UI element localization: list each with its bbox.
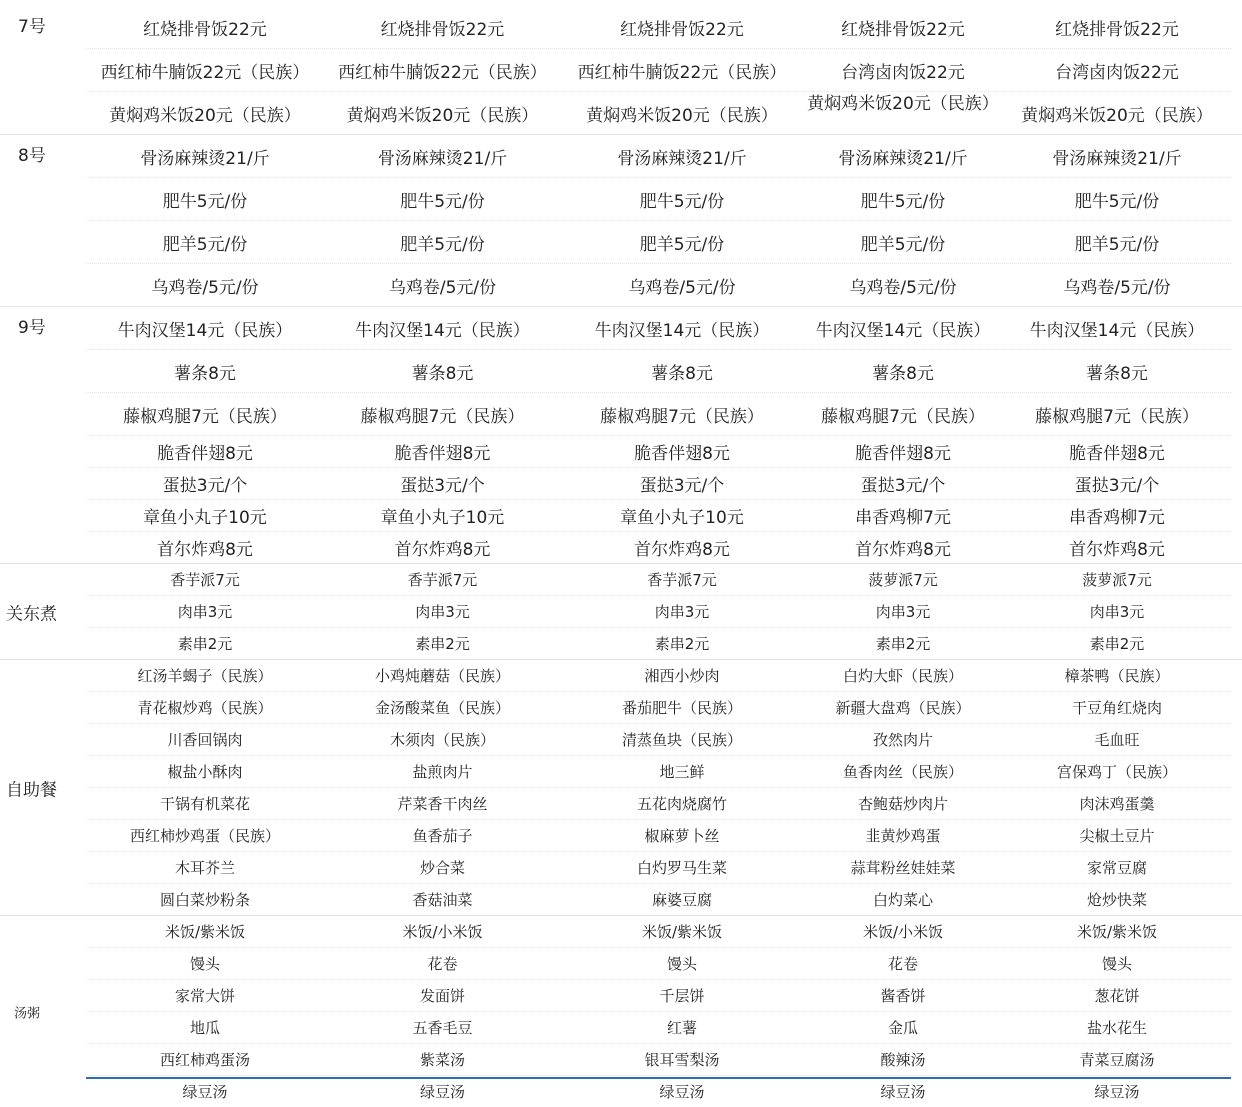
menu-item-cell: 肉串3元: [875, 603, 931, 621]
menu-item-cell: 麻婆豆腐: [651, 891, 712, 909]
menu-item-cell: 肥牛5元/份: [860, 191, 946, 212]
menu-item-cell: 薯条8元: [411, 363, 474, 384]
table-bottom-border: [86, 1077, 1231, 1079]
table-row: [86, 947, 1231, 979]
menu-item-cell: 牛肉汉堡14元（民族）: [117, 320, 293, 341]
menu-item-cell: 宫保鸡丁（民族）: [1056, 763, 1177, 781]
table-row: [86, 851, 1231, 883]
menu-item-cell: 乌鸡卷/5元/份: [849, 277, 957, 298]
menu-item-cell: 清蒸鱼块（民族）: [621, 731, 742, 749]
menu-group: [0, 563, 1242, 659]
menu-item-cell: 肉串3元: [177, 603, 233, 621]
table-row: [86, 1011, 1231, 1043]
table-row: [86, 531, 1231, 563]
group-label: 汤粥: [14, 1006, 41, 1021]
menu-item-cell: 葱花饼: [1094, 987, 1140, 1005]
table-row: [86, 755, 1231, 787]
menu-item-cell: 素串2元: [177, 635, 233, 653]
menu-item-cell: 米饭/小米饭: [402, 923, 483, 941]
menu-item-cell: 樟茶鸭（民族）: [1064, 667, 1170, 685]
menu-item-cell: 肉沫鸡蛋羹: [1079, 795, 1155, 813]
table-row: [86, 979, 1231, 1011]
table-row: [86, 220, 1231, 263]
menu-item-cell: 金瓜: [887, 1019, 918, 1037]
table-row: [86, 660, 1231, 691]
menu-item-cell: 蛋挞3元/个: [162, 476, 248, 496]
menu-item-cell: 脆香伴翅8元: [855, 444, 951, 464]
menu-item-cell: 蛋挞3元/个: [1074, 476, 1160, 496]
menu-item-cell: 牛肉汉堡14元（民族）: [594, 320, 770, 341]
menu-item-cell: 素串2元: [875, 635, 931, 653]
menu-item-cell: 馒头: [1101, 955, 1132, 973]
menu-item-cell: 家常豆腐: [1086, 859, 1147, 877]
menu-item-cell: 素串2元: [1089, 635, 1145, 653]
menu-item-cell: 骨汤麻辣烫21/斤: [377, 148, 508, 169]
table-row: [86, 1043, 1231, 1075]
menu-item-cell: 西红柿鸡蛋汤: [159, 1051, 250, 1069]
menu-item-cell: 肉串3元: [415, 603, 470, 621]
menu-item-cell: 鱼香肉丝（民族）: [842, 763, 963, 781]
table-row: [86, 91, 1231, 134]
menu-item-cell: 千层饼: [659, 987, 705, 1005]
menu-item-cell: 木须肉（民族）: [389, 731, 495, 749]
menu-item-cell: 香芋派7元: [647, 571, 717, 589]
menu-item-cell: 乌鸡卷/5元/份: [628, 277, 736, 298]
menu-item-cell: 串香鸡柳7元: [1069, 508, 1165, 528]
table-row: [86, 723, 1231, 755]
table-row: [86, 916, 1231, 947]
menu-item-cell: 红汤羊蝎子（民族）: [137, 667, 273, 685]
menu-item-cell: 湘西小炒肉: [644, 667, 720, 685]
menu-item-cell: 香芋派7元: [407, 571, 478, 589]
table-row: [86, 467, 1231, 499]
menu-item-cell: 串香鸡柳7元: [855, 508, 951, 528]
menu-item-cell: 五花肉烧腐竹: [636, 795, 727, 813]
table-row: [86, 177, 1231, 220]
menu-item-cell: 薯条8元: [174, 363, 236, 384]
menu-item-cell: 黄焖鸡米饭20元（民族）: [109, 105, 301, 126]
group-label: 9号: [18, 318, 46, 338]
menu-item-cell: 韭黄炒鸡蛋: [865, 827, 941, 845]
menu-item-cell: 藤椒鸡腿7元（民族）: [821, 406, 985, 427]
menu-item-cell: 白灼菜心: [872, 891, 933, 909]
menu-item-cell: 台湾卤肉饭22元: [841, 62, 965, 83]
table-row: [86, 263, 1231, 306]
menu-item-cell: 章鱼小丸子10元: [380, 508, 505, 528]
table-row: [86, 48, 1231, 91]
menu-item-cell: 青花椒炒鸡（民族）: [137, 699, 273, 717]
menu-item-cell: 青菜豆腐汤: [1079, 1051, 1155, 1069]
menu-item-cell: 川香回锅肉: [167, 731, 243, 749]
menu-item-cell: 红烧排骨饭22元: [1055, 19, 1179, 40]
table-row: [86, 135, 1231, 177]
menu-item-cell: 绿豆汤: [419, 1083, 465, 1101]
menu-item-cell: 菠萝派7元: [1082, 571, 1152, 589]
menu-item-cell: 肥羊5元/份: [639, 234, 725, 255]
menu-item-cell: 菠萝派7元: [868, 571, 938, 589]
menu-item-cell: 肥羊5元/份: [1074, 234, 1160, 255]
menu-item-cell: 紫菜汤: [419, 1051, 465, 1069]
menu-item-cell: 藤椒鸡腿7元（民族）: [360, 406, 525, 427]
menu-item-cell: 脆香伴翅8元: [157, 444, 253, 464]
menu-item-cell: 薯条8元: [651, 363, 713, 384]
menu-item-cell: 盐煎肉片: [412, 763, 473, 781]
table-row: [86, 564, 1231, 595]
table-row: [86, 307, 1231, 349]
menu-item-cell: 酸辣汤: [880, 1051, 926, 1069]
menu-item-cell: 盐水花生: [1086, 1019, 1147, 1037]
menu-item-cell: 鱼香茄子: [412, 827, 473, 845]
menu-item-cell: 木耳芥兰: [174, 859, 235, 877]
menu-item-cell: 乌鸡卷/5元/份: [1063, 277, 1171, 298]
menu-item-cell: 素串2元: [654, 635, 710, 653]
menu-item-cell: 红烧排骨饭22元: [620, 19, 744, 40]
menu-item-cell: 尖椒土豆片: [1079, 827, 1155, 845]
menu-item-cell: 干锅有机菜花: [159, 795, 250, 813]
menu-item-cell: 薯条8元: [1086, 363, 1148, 384]
menu-item-cell: 白灼罗马生菜: [636, 859, 727, 877]
menu-item-cell: 芹菜香干肉丝: [397, 795, 488, 813]
menu-group: [0, 659, 1242, 915]
menu-item-cell: 骨汤麻辣烫21/斤: [838, 148, 968, 169]
menu-item-cell: 藤椒鸡腿7元（民族）: [600, 406, 764, 427]
menu-item-cell: 白灼大虾（民族）: [842, 667, 963, 685]
menu-item-cell: 牛肉汉堡14元（民族）: [815, 320, 991, 341]
menu-item-cell: 乌鸡卷/5元/份: [388, 277, 497, 298]
menu-item-cell: 绿豆汤: [1094, 1083, 1140, 1101]
group-label: 7号: [18, 17, 46, 37]
menu-item-cell: 绿豆汤: [182, 1083, 228, 1101]
table-row: [86, 6, 1231, 48]
group-label: 关东煮: [6, 604, 57, 624]
menu-item-cell: 西红柿牛腩饭22元（民族）: [100, 62, 310, 83]
menu-item-cell: 肥羊5元/份: [400, 234, 485, 255]
menu-item-cell: 馒头: [189, 955, 220, 973]
menu-item-cell: 西红柿牛腩饭22元（民族）: [338, 62, 547, 83]
menu-item-cell: 番茄肥牛（民族）: [621, 699, 742, 717]
menu-item-cell: 米饭/紫米饭: [1076, 923, 1158, 941]
menu-item-cell: 蛋挞3元/个: [639, 476, 725, 496]
menu-item-cell: 香菇油菜: [412, 891, 473, 909]
table-row: [86, 499, 1231, 531]
menu-item-cell: 蛋挞3元/个: [400, 476, 485, 496]
menu-item-cell: 红烧排骨饭22元: [143, 19, 267, 40]
menu-item-cell: 酱香饼: [880, 987, 926, 1005]
table-row: [86, 627, 1231, 659]
menu-item-cell: 首尔炸鸡8元: [394, 540, 491, 560]
menu-item-cell: 骨汤麻辣烫21/斤: [1052, 148, 1182, 169]
menu-item-cell: 花卷: [427, 955, 458, 973]
menu-item-cell: 地三鲜: [659, 763, 705, 781]
menu-group: [0, 306, 1242, 563]
menu-item-cell: 蒜茸粉丝娃娃菜: [850, 859, 956, 877]
menu-item-cell: 杏鲍菇炒肉片: [857, 795, 948, 813]
menu-item-cell: 椒盐小酥肉: [167, 763, 243, 781]
menu-item-cell: 章鱼小丸子10元: [620, 508, 744, 528]
menu-item-cell: 米饭/紫米饭: [641, 923, 723, 941]
menu-item-cell: 黄焖鸡米饭20元（民族）: [586, 105, 778, 126]
menu-item-cell: 素串2元: [415, 635, 470, 653]
menu-item-cell: 首尔炸鸡8元: [855, 540, 951, 560]
menu-item-cell: 肥羊5元/份: [860, 234, 946, 255]
menu-item-cell: 米饭/紫米饭: [164, 923, 246, 941]
table-row: [86, 392, 1231, 435]
menu-item-cell: 家常大饼: [174, 987, 235, 1005]
menu-item-cell: 银耳雪梨汤: [644, 1051, 720, 1069]
menu-item-cell: 绿豆汤: [880, 1083, 926, 1101]
group-label: 8号: [18, 146, 46, 166]
menu-group: [0, 6, 1242, 134]
menu-item-cell: 脆香伴翅8元: [394, 444, 491, 464]
menu-item-cell: 米饭/小米饭: [862, 923, 944, 941]
menu-item-cell: 毛血旺: [1094, 731, 1140, 749]
table-row: [86, 595, 1231, 627]
menu-item-cell: 脆香伴翅8元: [1069, 444, 1165, 464]
menu-item-cell: 肥羊5元/份: [162, 234, 248, 255]
menu-item-cell: 红薯: [666, 1019, 697, 1037]
menu-item-cell: 台湾卤肉饭22元: [1055, 62, 1179, 83]
menu-item-cell: 红烧排骨饭22元: [841, 19, 965, 40]
menu-item-cell: 肥牛5元/份: [400, 191, 485, 212]
menu-item-cell: 肥牛5元/份: [639, 191, 725, 212]
menu-item-cell: 西红柿牛腩饭22元（民族）: [577, 62, 787, 83]
table-row: [86, 883, 1231, 915]
menu-item-cell: 花卷: [887, 955, 918, 973]
menu-item-cell: 骨汤麻辣烫21/斤: [140, 148, 270, 169]
menu-table: [0, 6, 1242, 1107]
menu-item-cell: 章鱼小丸子10元: [143, 508, 267, 528]
menu-item-cell: 藤椒鸡腿7元（民族）: [1035, 406, 1199, 427]
menu-item-cell: 肉串3元: [1089, 603, 1145, 621]
menu-item-cell: 小鸡炖蘑菇（民族）: [374, 667, 510, 685]
menu-item-cell: 肥牛5元/份: [1074, 191, 1160, 212]
table-row: [86, 435, 1231, 467]
table-row: [86, 691, 1231, 723]
table-row: [86, 349, 1231, 392]
menu-item-cell: 牛肉汉堡14元（民族）: [355, 320, 530, 341]
menu-item-cell: 乌鸡卷/5元/份: [151, 277, 259, 298]
menu-item-cell: 首尔炸鸡8元: [634, 540, 730, 560]
menu-item-cell: 首尔炸鸡8元: [157, 540, 253, 560]
menu-item-cell: 椒麻萝卜丝: [644, 827, 720, 845]
menu-item-cell: 脆香伴翅8元: [634, 444, 730, 464]
menu-item-cell: 薯条8元: [872, 363, 934, 384]
menu-item-cell: 地瓜: [189, 1019, 220, 1037]
table-row: [86, 1075, 1231, 1107]
menu-item-cell: 五香毛豆: [412, 1019, 473, 1037]
menu-item-cell: 干豆角红烧肉: [1071, 699, 1162, 717]
menu-item-cell: 牛肉汉堡14元（民族）: [1029, 320, 1205, 341]
menu-item-cell: 黄焖鸡米饭20元（民族）: [807, 94, 999, 114]
menu-item-cell: 骨汤麻辣烫21/斤: [617, 148, 747, 169]
table-row: [86, 819, 1231, 851]
menu-item-cell: 西红柿炒鸡蛋（民族）: [129, 827, 280, 845]
menu-item-cell: 藤椒鸡腿7元（民族）: [123, 406, 287, 427]
menu-item-cell: 香芋派7元: [170, 571, 240, 589]
menu-item-cell: 圆白菜炒粉条: [159, 891, 250, 909]
menu-item-cell: 肉串3元: [654, 603, 710, 621]
menu-item-cell: 馒头: [666, 955, 697, 973]
menu-item-cell: 首尔炸鸡8元: [1069, 540, 1165, 560]
menu-item-cell: 金汤酸菜鱼（民族）: [374, 699, 510, 717]
menu-item-cell: 肥牛5元/份: [162, 191, 248, 212]
menu-item-cell: 炒合菜: [419, 859, 465, 877]
menu-item-cell: 发面饼: [419, 987, 465, 1005]
menu-item-cell: 绿豆汤: [659, 1083, 705, 1101]
menu-item-cell: 黄焖鸡米饭20元（民族）: [346, 105, 539, 126]
table-row: [86, 787, 1231, 819]
menu-item-cell: 蛋挞3元/个: [860, 476, 946, 496]
menu-item-cell: 红烧排骨饭22元: [380, 19, 505, 40]
menu-item-cell: 炝炒快菜: [1086, 891, 1147, 909]
menu-group: [0, 134, 1242, 306]
menu-item-cell: 孜然肉片: [872, 731, 933, 749]
menu-item-cell: 黄焖鸡米饭20元（民族）: [1021, 105, 1213, 126]
menu-item-cell: 新疆大盘鸡（民族）: [835, 699, 971, 717]
group-label: 自助餐: [6, 780, 57, 800]
